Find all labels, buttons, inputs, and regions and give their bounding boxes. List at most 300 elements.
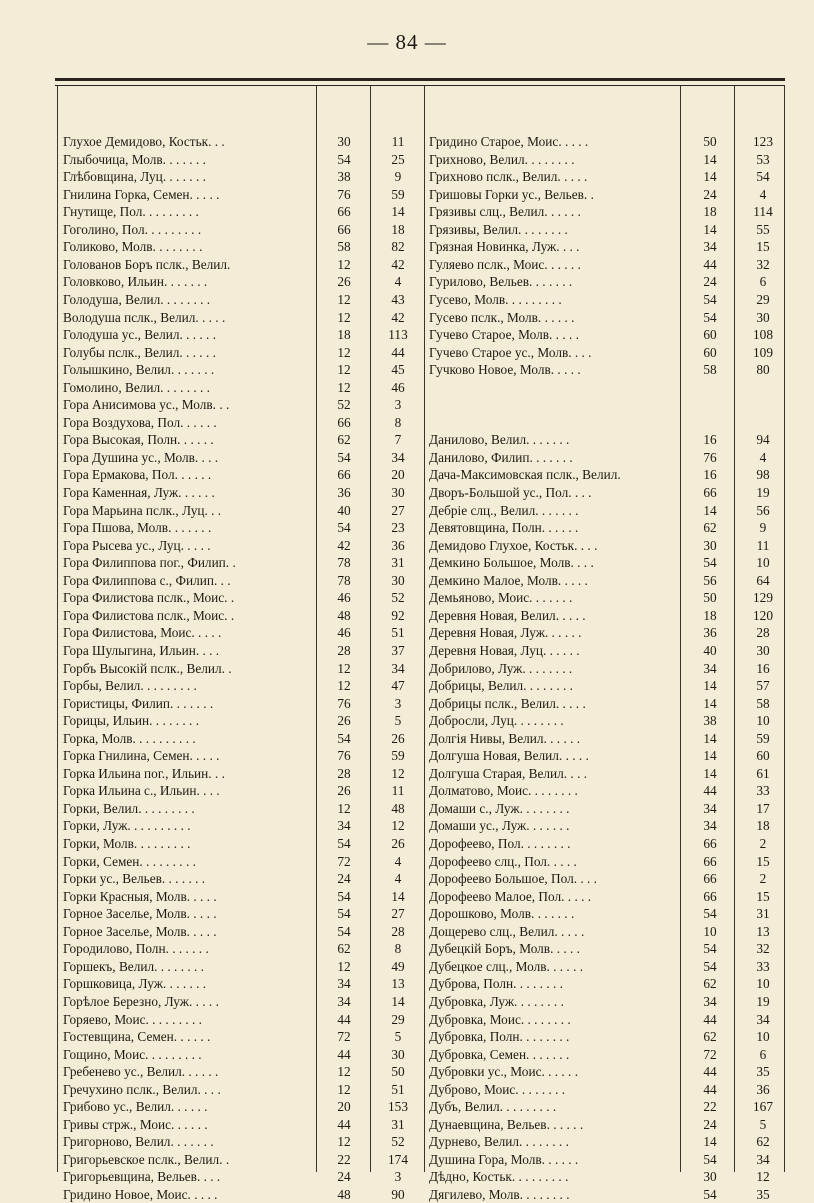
place-name: Гора Филистова пслк., Моис. . <box>63 607 235 623</box>
place-name: Голубы пслк., Велил. . . . . . <box>63 344 216 360</box>
number-b: 4 <box>394 853 402 869</box>
number-a: 14 <box>703 678 717 694</box>
number-a: 28 <box>337 765 351 781</box>
place-name: Горки, Молв. . . . . . . . . <box>63 836 191 851</box>
table-row <box>0 730 814 747</box>
number-a: 12 <box>337 958 351 974</box>
place-name: Дуброва, Полн. . . . . . . . <box>429 976 563 992</box>
number-b: 3 <box>394 695 402 711</box>
table-row <box>0 133 814 150</box>
table-row <box>0 238 814 255</box>
number-a: 12 <box>337 1081 351 1097</box>
number-a: 54 <box>337 836 351 851</box>
number-a: 12 <box>337 362 351 378</box>
table-row <box>0 747 814 764</box>
table-row <box>0 431 814 448</box>
place-name: Гора Анисимова ус., Молв. . . <box>63 397 230 413</box>
place-name: Гора Филиппова пог., Филип. . <box>63 555 236 571</box>
place-name: Гнутище, Пол. . . . . . . . . <box>63 204 199 220</box>
place-name: Гора Пшова, Молв. . . . . . . <box>63 520 212 536</box>
place-name: Дача-Максимовская пслк., Велил. <box>429 467 621 483</box>
table-row <box>0 624 814 641</box>
table-row <box>0 975 814 992</box>
number-a: 66 <box>337 414 351 430</box>
number-a: 14 <box>703 695 717 711</box>
table-row <box>0 396 814 413</box>
number-a: 66 <box>703 871 717 887</box>
number-a: 26 <box>337 713 351 729</box>
place-name: Горѣлое Березно, Луж. . . . . <box>63 993 219 1009</box>
place-name: Дорофеево слц., Пол. . . . . <box>429 853 577 869</box>
number-b: 54 <box>756 169 770 185</box>
number-a: 46 <box>337 625 351 641</box>
place-name: Гучево Старое, Молв. . . . . <box>429 327 579 343</box>
number-b: 37 <box>391 642 405 658</box>
number-b: 47 <box>391 678 405 694</box>
number-b: 26 <box>391 836 405 851</box>
number-a: 44 <box>337 1046 351 1062</box>
place-name: Голованов Боръ пслк., Велил. <box>63 256 231 272</box>
number-b: 129 <box>753 590 773 606</box>
place-name: Дубъ, Велил. . . . . . . . . <box>429 1099 557 1115</box>
table-row <box>0 958 814 975</box>
place-name: Гора Ермакова, Пол. . . . . . <box>63 467 212 483</box>
number-a: 54 <box>337 520 351 536</box>
number-a: 78 <box>337 572 351 588</box>
number-a: 54 <box>703 309 717 325</box>
table-row <box>0 256 814 273</box>
number-b: 52 <box>391 1134 405 1150</box>
number-a: 14 <box>703 221 717 237</box>
number-a: 22 <box>703 1099 717 1115</box>
table-row <box>0 677 814 694</box>
number-b: 59 <box>391 186 405 202</box>
table-row <box>0 1098 814 1115</box>
table-row <box>0 993 814 1010</box>
number-b: 4 <box>759 449 767 465</box>
table-row <box>0 449 814 466</box>
number-a: 12 <box>337 379 351 395</box>
number-b: 19 <box>756 993 770 1009</box>
place-name: Дуброво, Моис. . . . . . . . <box>429 1081 566 1097</box>
number-a: 14 <box>703 151 717 167</box>
place-name: Грибово ус., Велил. . . . . . <box>63 1099 208 1115</box>
table-row <box>0 326 814 343</box>
number-a: 18 <box>337 327 351 343</box>
place-name: Гора Высокая, Полн. . . . . . <box>63 432 214 448</box>
place-name: Дурнево, Велил. . . . . . . . <box>429 1134 569 1150</box>
number-b: 11 <box>391 783 405 799</box>
number-b: 31 <box>756 906 770 922</box>
number-b: 31 <box>391 555 405 571</box>
number-b: 58 <box>756 695 770 711</box>
number-b: 10 <box>756 1029 770 1045</box>
table-row <box>0 151 814 168</box>
number-b: 43 <box>391 291 405 307</box>
table-row <box>0 660 814 677</box>
table-row <box>0 853 814 870</box>
number-a: 12 <box>337 1134 351 1150</box>
number-a: 36 <box>703 625 717 641</box>
place-name: Гучево Старое ус., Молв. . . . <box>429 344 592 360</box>
number-b: 12 <box>756 1169 770 1185</box>
place-name: Голодуша ус., Велил. . . . . . <box>63 327 217 343</box>
number-b: 113 <box>388 327 408 343</box>
place-name: Грихново, Велил. . . . . . . . <box>429 151 575 167</box>
place-name: Дорофеево Большое, Пол. . . . <box>429 871 597 887</box>
place-name: Душина Гора, Молв. . . . . . <box>429 1151 579 1167</box>
place-name: Гора Филиппова с., Филип. . . <box>63 572 231 588</box>
number-a: 54 <box>703 958 717 974</box>
place-name: Добрицы, Велил. . . . . . . . <box>429 678 573 694</box>
place-name: Дубецкое слц., Молв. . . . . . <box>429 958 584 974</box>
number-a: 44 <box>337 1116 351 1132</box>
table-row <box>0 589 814 606</box>
number-a: 52 <box>337 397 351 413</box>
number-a: 40 <box>703 642 717 658</box>
number-a: 54 <box>337 888 351 904</box>
table-row <box>0 765 814 782</box>
table-row <box>0 1011 814 1028</box>
number-a: 66 <box>703 853 717 869</box>
number-b: 34 <box>756 1011 770 1027</box>
number-b: 45 <box>391 362 405 378</box>
number-a: 44 <box>703 256 717 272</box>
number-b: 167 <box>753 1099 773 1115</box>
number-a: 38 <box>703 713 717 729</box>
number-a: 62 <box>703 1029 717 1045</box>
number-a: 38 <box>337 169 351 185</box>
number-a: 58 <box>703 362 717 378</box>
number-a: 66 <box>337 467 351 483</box>
place-name: Дубровки ус., Моис. . . . . . <box>429 1064 579 1080</box>
number-b: 14 <box>391 888 405 904</box>
number-b: 4 <box>759 186 767 202</box>
number-a: 54 <box>337 730 351 746</box>
number-a: 46 <box>337 590 351 606</box>
number-b: 20 <box>391 467 405 483</box>
table-row <box>0 572 814 589</box>
place-name: Грязная Новинка, Луж. . . . <box>429 239 580 255</box>
table-row <box>0 186 814 203</box>
table-row <box>0 379 814 396</box>
number-a: 66 <box>703 836 717 851</box>
place-name: Дубровка, Луж. . . . . . . . <box>429 993 564 1009</box>
place-name: Дощерево слц., Велил. . . . . <box>429 923 585 939</box>
number-b: 11 <box>391 134 405 149</box>
place-name: Дунаевщина, Вельев. . . . . . <box>429 1116 584 1132</box>
number-b: 60 <box>756 748 770 764</box>
place-name: Гурилово, Вельев. . . . . . . <box>429 274 573 290</box>
number-b: 34 <box>756 1151 770 1167</box>
number-b: 11 <box>756 537 770 553</box>
number-a: 72 <box>337 853 351 869</box>
number-a: 18 <box>703 204 717 220</box>
place-name: Горбы, Велил. . . . . . . . . <box>63 678 197 694</box>
number-b: 5 <box>394 713 402 729</box>
table-row <box>0 817 814 834</box>
number-a: 60 <box>703 344 717 360</box>
place-name: Глыбочица, Молв. . . . . . . <box>63 151 206 167</box>
table-row <box>0 273 814 290</box>
place-name: Дубецкій Боръ, Молв. . . . . <box>429 941 580 957</box>
table-row <box>0 1063 814 1080</box>
number-a: 54 <box>337 923 351 939</box>
table-row <box>0 1186 814 1203</box>
place-name: Горное Заселье, Молв. . . . . <box>63 906 217 922</box>
number-b: 33 <box>756 958 770 974</box>
number-b: 13 <box>391 976 405 992</box>
number-a: 12 <box>337 800 351 816</box>
table-row <box>0 414 814 431</box>
place-name: Голодуша, Велил. . . . . . . . <box>63 291 211 307</box>
place-name: Дебріе слц., Велил. . . . . . . <box>429 502 579 518</box>
number-a: 76 <box>337 748 351 764</box>
place-name: Демьяново, Моис. . . . . . . <box>429 590 573 606</box>
place-name: Долгія Нивы, Велил. . . . . . <box>429 730 581 746</box>
number-a: 36 <box>337 485 351 500</box>
number-b: 8 <box>394 414 402 430</box>
number-a: 34 <box>703 993 717 1009</box>
place-name: Деревня Новая, Луц. . . . . . <box>429 642 580 658</box>
place-name: Горка Ильина с., Ильин. . . . <box>63 783 220 799</box>
table-row <box>0 537 814 554</box>
place-name: Горки, Семен. . . . . . . . . <box>63 853 196 869</box>
number-a: 62 <box>337 941 351 957</box>
number-a: 72 <box>703 1046 717 1062</box>
number-a: 54 <box>703 941 717 957</box>
number-a: 10 <box>703 923 717 939</box>
number-b: 30 <box>391 1046 405 1062</box>
number-b: 23 <box>391 520 405 536</box>
number-b: 52 <box>391 590 405 606</box>
place-name: Деревня Новая, Луж. . . . . . <box>429 625 582 641</box>
table-row <box>0 466 814 483</box>
number-a: 12 <box>337 660 351 676</box>
number-b: 9 <box>394 169 402 185</box>
place-name: Демкино Большое, Молв. . . . <box>429 555 594 571</box>
number-b: 9 <box>759 520 767 536</box>
number-a: 44 <box>703 1011 717 1027</box>
place-name: Гостевщина, Семен. . . . . . <box>63 1029 211 1045</box>
number-b: 28 <box>391 923 405 939</box>
place-name: Дѣдно, Костьк. . . . . . . . . <box>429 1169 569 1185</box>
place-name: Володуша пслк., Велил. . . . . <box>63 309 226 325</box>
number-a: 14 <box>703 730 717 746</box>
number-a: 18 <box>703 607 717 623</box>
table-row <box>0 519 814 536</box>
place-name: Гусево пслк., Молв. . . . . . <box>429 309 575 325</box>
number-a: 76 <box>337 695 351 711</box>
place-name: Горки, Велил. . . . . . . . . <box>63 800 195 816</box>
table-row <box>0 554 814 571</box>
number-b: 80 <box>756 362 770 378</box>
number-a: 24 <box>703 274 717 290</box>
number-b: 5 <box>759 1116 767 1132</box>
number-a: 22 <box>337 1151 351 1167</box>
number-b: 50 <box>391 1064 405 1080</box>
place-name: Демкино Малое, Молв. . . . . <box>429 572 588 588</box>
place-name: Гомолино, Велил. . . . . . . . <box>63 379 210 395</box>
place-name: Горбъ Высокій пслк., Велил. . <box>63 660 232 676</box>
number-a: 24 <box>703 1116 717 1132</box>
number-b: 25 <box>391 151 405 167</box>
number-a: 20 <box>337 1099 351 1115</box>
place-name: Григорьевщина, Вельев. . . . <box>63 1169 221 1185</box>
number-b: 3 <box>394 397 402 413</box>
table-row <box>0 1116 814 1133</box>
number-a: 54 <box>337 151 351 167</box>
number-b: 15 <box>756 239 770 255</box>
number-a: 14 <box>703 748 717 764</box>
table-row <box>0 168 814 185</box>
number-b: 2 <box>759 836 767 851</box>
number-a: 12 <box>337 1064 351 1080</box>
place-name: Дорофеево, Пол. . . . . . . . <box>429 836 571 851</box>
table-row <box>0 502 814 519</box>
place-name: Гуляево пслк., Моис. . . . . . <box>429 256 581 272</box>
place-name: Гридино Старое, Моис. . . . . <box>429 134 589 149</box>
number-a: 34 <box>703 818 717 834</box>
place-name: Дорошково, Молв. . . . . . . <box>429 906 575 922</box>
place-name: Дворъ-Большой ус., Пол. . . . <box>429 485 592 500</box>
number-b: 61 <box>756 765 770 781</box>
place-name: Гора Каменная, Луж. . . . . . <box>63 485 215 500</box>
number-b: 42 <box>391 256 405 272</box>
table-row <box>0 800 814 817</box>
number-b: 174 <box>388 1151 408 1167</box>
place-name: Гора Марьина пслк., Луц. . . <box>63 502 222 518</box>
table-row <box>0 1151 814 1168</box>
number-b: 15 <box>756 888 770 904</box>
number-b: 82 <box>391 239 405 255</box>
number-a: 76 <box>703 449 717 465</box>
number-b: 4 <box>394 274 402 290</box>
place-name: Гористицы, Филип. . . . . . . <box>63 695 214 711</box>
number-a: 54 <box>703 555 717 571</box>
number-b: 10 <box>756 976 770 992</box>
place-name: Дубровка, Полн. . . . . . . . <box>429 1029 570 1045</box>
number-b: 34 <box>391 449 405 465</box>
number-b: 19 <box>756 485 770 500</box>
place-name: Горяево, Моис. . . . . . . . . <box>63 1011 202 1027</box>
number-a: 34 <box>337 976 351 992</box>
number-a: 26 <box>337 783 351 799</box>
number-a: 58 <box>337 239 351 255</box>
number-b: 6 <box>759 1046 767 1062</box>
table-row <box>0 1081 814 1098</box>
place-name: Горка Гнилина, Семен. . . . . <box>63 748 220 764</box>
number-b: 32 <box>756 256 770 272</box>
table-row <box>0 905 814 922</box>
number-b: 98 <box>756 467 770 483</box>
number-b: 51 <box>391 1081 405 1097</box>
number-b: 30 <box>756 309 770 325</box>
number-a: 54 <box>703 906 717 922</box>
number-b: 12 <box>391 818 405 834</box>
number-a: 60 <box>703 327 717 343</box>
number-a: 54 <box>703 1151 717 1167</box>
number-a: 30 <box>337 134 351 149</box>
number-b: 26 <box>391 730 405 746</box>
place-name: Дорофеево Малое, Пол. . . . . <box>429 888 592 904</box>
number-a: 66 <box>337 204 351 220</box>
number-b: 17 <box>756 800 770 816</box>
place-name: Добрилово, Луж. . . . . . . . <box>429 660 573 676</box>
number-b: 31 <box>391 1116 405 1132</box>
number-a: 14 <box>703 765 717 781</box>
number-a: 14 <box>703 1134 717 1150</box>
number-a: 44 <box>703 1064 717 1080</box>
number-a: 26 <box>337 274 351 290</box>
number-b: 44 <box>391 344 405 360</box>
number-a: 12 <box>337 256 351 272</box>
number-a: 16 <box>703 432 717 448</box>
place-name: Григорново, Велил. . . . . . . <box>63 1134 214 1150</box>
place-name: Домаши ус., Луж. . . . . . . <box>429 818 570 834</box>
place-name: Гоголино, Пол. . . . . . . . . <box>63 221 202 237</box>
number-b: 30 <box>391 485 405 500</box>
table-row <box>0 361 814 378</box>
number-a: 40 <box>337 502 351 518</box>
table-row <box>0 344 814 361</box>
number-a: 34 <box>337 818 351 834</box>
table-row <box>0 870 814 887</box>
place-name: Грязивы слц., Велил. . . . . . <box>429 204 581 220</box>
place-name: Гусево, Молв. . . . . . . . . <box>429 291 562 307</box>
number-a: 12 <box>337 291 351 307</box>
place-name: Горное Заселье, Молв. . . . . <box>63 923 217 939</box>
number-b: 114 <box>753 204 773 220</box>
place-name: Гречухино пслк., Велил. . . . <box>63 1081 221 1097</box>
place-name: Гнилина Горка, Семен. . . . . <box>63 186 220 202</box>
number-a: 12 <box>337 678 351 694</box>
number-b: 55 <box>756 221 770 237</box>
number-b: 59 <box>756 730 770 746</box>
place-name: Гора Филистова пслк., Моис. . <box>63 590 235 606</box>
table-row <box>0 221 814 238</box>
place-name: Данилово, Велил. . . . . . . <box>429 432 570 448</box>
number-b: 29 <box>756 291 770 307</box>
place-name: Добрицы пслк., Велил. . . . . <box>429 695 586 711</box>
number-a: 78 <box>337 555 351 571</box>
number-a: 50 <box>703 134 717 149</box>
top-rule <box>55 78 785 81</box>
number-a: 30 <box>703 1169 717 1185</box>
number-a: 48 <box>337 1187 351 1202</box>
number-a: 24 <box>337 1169 351 1185</box>
number-b: 27 <box>391 906 405 922</box>
number-b: 35 <box>756 1064 770 1080</box>
place-name: Горицы, Ильин. . . . . . . . <box>63 713 200 729</box>
number-b: 57 <box>756 678 770 694</box>
number-a: 14 <box>703 502 717 518</box>
place-name: Гривы стрж., Моис. . . . . . <box>63 1116 208 1132</box>
place-name: Грихново пслк., Велил. . . . . <box>429 169 588 185</box>
number-b: 153 <box>388 1099 408 1115</box>
number-b: 12 <box>391 765 405 781</box>
number-b: 13 <box>756 923 770 939</box>
number-a: 44 <box>703 783 717 799</box>
number-b: 53 <box>756 151 770 167</box>
place-name: Горка, Молв. . . . . . . . . . <box>63 730 196 746</box>
table-row <box>0 1046 814 1063</box>
place-name: Дубровка, Семен. . . . . . . <box>429 1046 570 1062</box>
place-name: Дягилево, Молв. . . . . . . . <box>429 1187 570 1202</box>
number-a: 44 <box>703 1081 717 1097</box>
place-name: Добросли, Луц. . . . . . . . <box>429 713 564 729</box>
number-a: 54 <box>337 906 351 922</box>
